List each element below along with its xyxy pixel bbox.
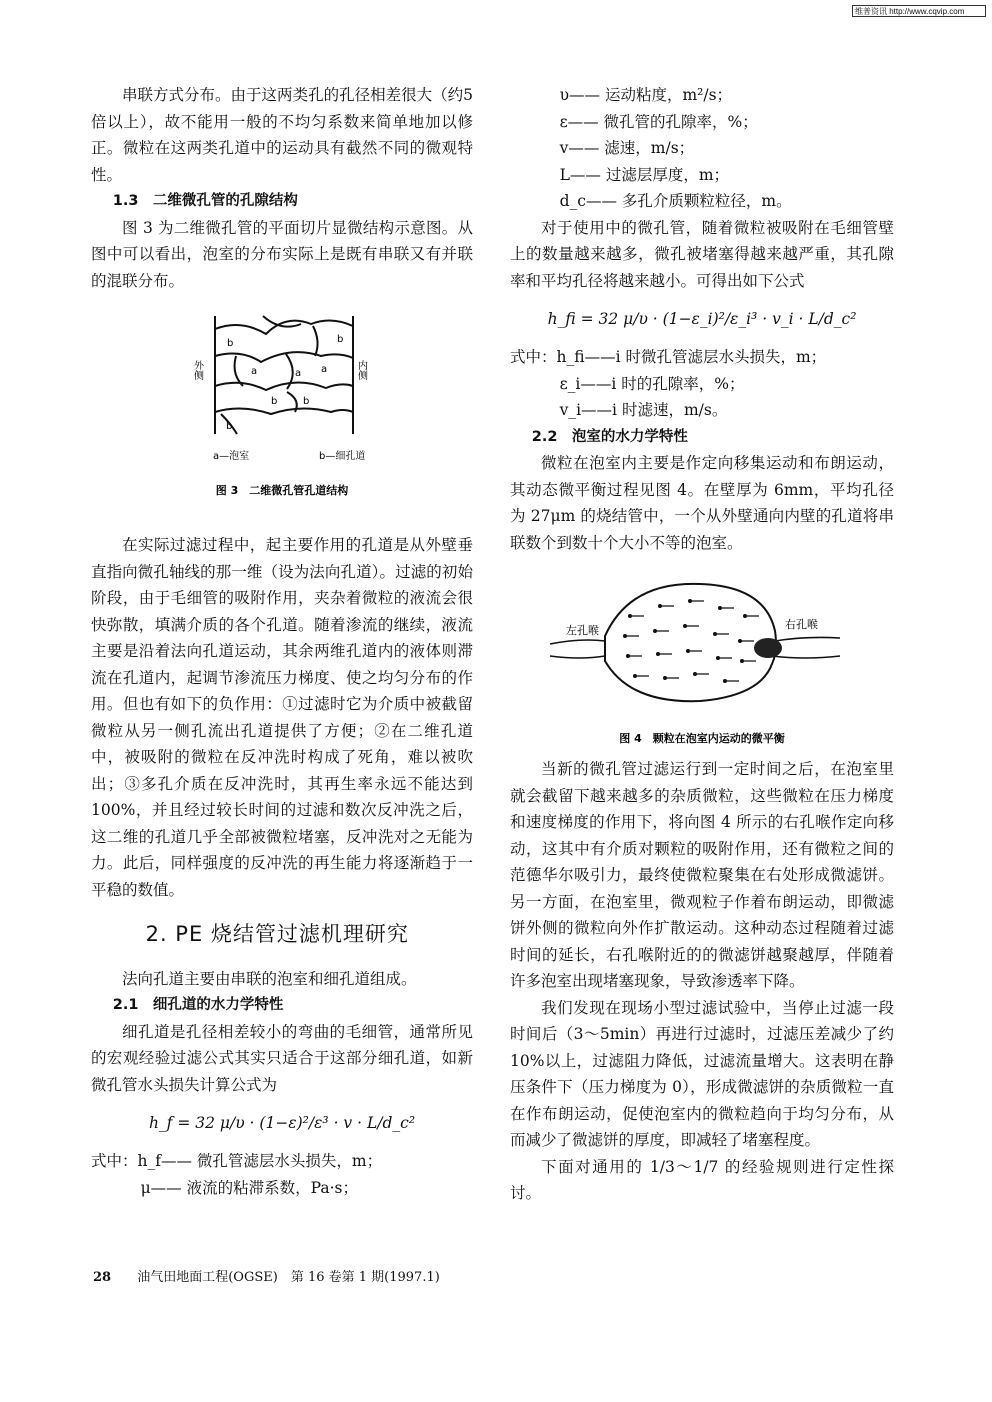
pore-structure-diagram: [91, 294, 473, 532]
label-b: b: [271, 396, 278, 407]
legend-b: b—细孔道: [319, 451, 366, 462]
definition: υ—— 运动粘度，m²/s；: [559, 86, 733, 104]
particle-balance-diagram: [510, 556, 894, 756]
figure-4: [510, 556, 894, 756]
inner-side-label: 内侧: [355, 360, 367, 380]
paragraph: 串联方式分布。由于这两类孔的孔径相差很大（约5倍以上），故不能用一般的不均匀系数来简单地加以修正。微粒在这两类孔道中的运动具有截然不同的微观特性。: [91, 86, 473, 184]
legend-a: a—泡室: [213, 451, 250, 462]
figure-3-caption: 图 3 二维微孔管孔道结构: [215, 484, 349, 497]
paragraph: 对于使用中的微孔管，随着微粒被吸附在毛细管壁上的数量越来越多，微孔被堵塞得越来越严重，其孔隙率和平均孔径将越来越小。可得出如下公式: [510, 218, 894, 290]
definition: μ—— 液流的粘滞系数，Pa·s；: [140, 1178, 358, 1197]
right-throat-label: 右孔喉: [785, 618, 818, 631]
label-a: a: [295, 368, 302, 379]
definition: d_c—— 多孔介质颗粒粒径，m。: [559, 192, 792, 210]
left-throat-label: 左孔喉: [566, 624, 599, 637]
page-footer: [93, 1266, 440, 1285]
label-a: a: [321, 364, 328, 375]
paragraph: 在实际过滤过程中，起主要作用的孔道是从外壁垂直指向微孔轴线的那一维（设为法向孔道）。过滤的初始阶段，由于毛细管的吸附作用，夹杂着微粒的液流会很快弥散，填满介质的各个孔道。随着渗流的继续，液流主要是沿着法向孔道运动，其余两维孔道内的液体则滞流在孔道内，起调节渗流压力梯度、使之均匀分布的作用。但也有如下的负作用：①过滤时它为介质中被截留微粒从另一侧孔流出孔道提供了方便；②在二维孔道中，被吸附的微粒在反冲洗时构成了死角，难以被吹出；③多孔介质在反冲洗时，其再生率永远不能达到100%，并且经过较长时间的过滤和数次反冲洗之后，这二维的孔道几乎全部被微粒堵塞，反冲洗对之无能为力。此后，同样强度的反冲洗的再生能力将逐渐趋于一平稳的数值。: [91, 536, 473, 899]
paragraph: 细孔道是孔径相差较小的弯曲的毛细管，通常所见的宏观经验过滤公式其实只适合于这部分细孔道，如新微孔管水头损失计算公式为: [91, 1022, 473, 1094]
paragraph: 图 3 为二维微孔管的平面切片显微结构示意图。从图中可以看出，泡室的分布实际上是既有串联又有并联的混联分布。: [91, 218, 473, 290]
label-a: a: [251, 366, 258, 377]
outer-side-label: 外侧: [191, 360, 203, 380]
definition: 式中：h_fi——i 时微孔管滤层水头损失，m；: [510, 348, 827, 366]
left-column: [91, 82, 473, 1201]
definition: ε—— 微孔管的孔隙率，%；: [559, 112, 758, 131]
source-stamp: 维普资讯 http://www.cqvip.com: [852, 5, 986, 17]
definition: 式中：h_f—— 微孔管滤层水头损失，m；: [91, 1152, 383, 1170]
section-heading-2-1: 2.1 细孔道的水力学特性: [112, 997, 284, 1013]
label-b: b: [303, 396, 310, 407]
paragraph: 下面对通用的 1/3～1/7 的经验规则进行定性探讨。: [510, 1157, 894, 1202]
paragraph: 微粒在泡室内主要是作定向移集运动和布朗运动，其动态微平衡过程见图 4。在壁厚为 6mm，平均孔径为 27μm 的烧结管中，一个从外壁通向内壁的孔道将串联数个到数十个大小不等的泡室。: [510, 454, 894, 552]
definition: v_i——i 时滤速，m/s。: [559, 401, 728, 419]
section-heading-2: 2. PE 烧结管过滤机理研究: [145, 922, 409, 946]
label-b: b: [337, 334, 344, 345]
definition: L—— 过滤层厚度，m；: [559, 165, 730, 184]
label-b: b: [226, 421, 233, 432]
page-number: 28: [93, 1270, 112, 1285]
section-heading-2-2: 2.2 泡室的水力学特性: [531, 428, 688, 445]
figure-3: [91, 294, 473, 532]
section-heading-1-3: 1.3 二维微孔管的孔隙结构: [112, 193, 298, 209]
paragraph: 当新的微孔管过滤运行到一定时间之后，在泡室里就会截留下越来越多的杂质微粒，这些微粒在压力梯度和速度梯度的作用下，将向图 4 所示的右孔喉作定向移动，这其中有介质对颗粒的吸附作用，还有微粒之间的范德华尔吸引力，最终使微粒聚集在右处形成微滤饼。另一方面，在泡室里，微观粒子作着布朗运动，即微滤饼外侧的微粒向外作扩散运动。这种动态过程随着过滤时间的延长，右孔喉附近的的微滤饼越聚越厚，伴随着许多泡室出现堵塞现象，导致渗透率下降。: [510, 760, 894, 990]
label-b: b: [227, 338, 234, 349]
journal-info: 油气田地面工程(OGSE) 第 16 卷第 1 期(1997.1): [137, 1270, 440, 1285]
formula-1: h_f = 32 μ/υ · (1−ε)²/ε³ · v · L/d_c²: [148, 1114, 416, 1132]
paragraph: 法向孔道主要由串联的泡室和细孔道组成。: [122, 969, 417, 988]
paragraph: 我们发现在现场小型过滤试验中，当停止过滤一段时间后（3～5min）再进行过滤时，过滤压差减少了约 10%以上，过滤阻力降低，过滤流量增大。这表明在静压条件下（压力梯度为 0），形成微滤饼的杂质微粒一直在作布朗运动，促使泡室内的微粒趋向于均匀分布，从而减少了微滤饼的厚度，即减轻了堵塞程度。: [510, 998, 894, 1149]
definition: ε_i——i 时的孔隙率，%；: [559, 374, 745, 393]
definition: v—— 滤速，m/s；: [559, 139, 695, 157]
formula-2: h_fi = 32 μ/υ · (1−ε_i)²/ε_i³ · v_i · L/d_c²: [547, 310, 857, 328]
right-column: [510, 82, 894, 1207]
figure-4-caption: 图 4 颗粒在泡室内运动的微平衡: [619, 732, 785, 745]
